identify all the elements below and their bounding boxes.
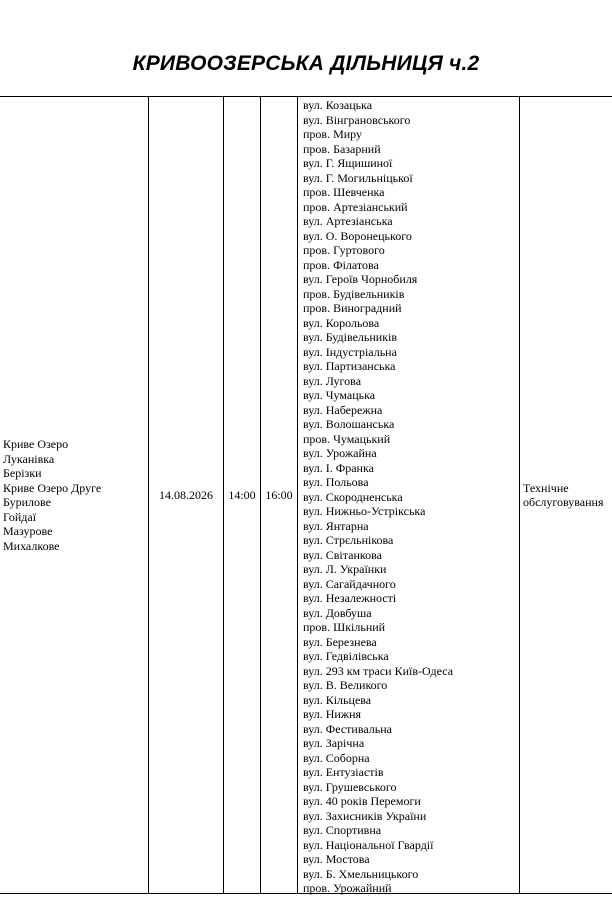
street-item: вул. Янтарна [303, 518, 369, 533]
date-cell [149, 97, 224, 893]
settlement-name: Криве Озеро Друге [3, 480, 102, 495]
street-item: вул. Сагайдачного [303, 576, 396, 591]
street-item: вул. Л. Українки [303, 562, 387, 576]
settlement-name: Мазурове [3, 524, 53, 538]
street-item: вул. Б. Хмельницького [303, 866, 419, 881]
street-item: пров. Артезіанський [303, 199, 408, 214]
street-item: пров. Гуртового [303, 243, 385, 257]
street-item: вул. Козацька [303, 98, 373, 112]
street-item: пров. Будівельників [303, 286, 405, 301]
street-item: вул. Героїв Чорнобиля [303, 272, 418, 286]
settlements-cell [0, 97, 149, 893]
street-item: вул. Артезіанська [303, 214, 393, 228]
street-item: вул. Г. Могильніцької [303, 170, 413, 185]
street-item: пров. Чумацький [303, 431, 391, 446]
street-item: вул. Березнева [303, 634, 377, 649]
street-item: пров. Базарний [303, 141, 381, 156]
street-item: вул. Фестивальна [303, 721, 392, 736]
outage-schedule-table [0, 96, 612, 894]
street-item: вул. Лугова [303, 373, 362, 388]
settlement-name: Криве Озеро [3, 437, 69, 451]
street-item: пров. Шкільний [303, 620, 386, 634]
street-item: вул. Кільцева [303, 692, 372, 707]
street-item: вул. Зарічна [303, 736, 365, 750]
street-item: вул. Г. Ящишиної [303, 156, 393, 170]
settlements-list [0, 97, 148, 893]
settlement-name: Берізки [3, 466, 42, 480]
street-item: вул. Індустріальна [303, 344, 397, 359]
street-item: вул. Мостова [303, 852, 370, 866]
street-item: вул. Корольова [303, 315, 380, 330]
street-item: вул. Чумацька [303, 388, 376, 402]
street-item: вул. Партизанська [303, 359, 396, 373]
street-item: вул. Національної Гвардії [303, 837, 434, 852]
street-item: вул. Грушевського [303, 779, 397, 794]
end-time-cell [261, 97, 298, 893]
street-item: пров. Виноградний [303, 301, 402, 315]
street-item: вул. Гедвілівська [303, 649, 389, 663]
street-item: вул. Вінграновського [303, 112, 411, 127]
street-item: вул. Спортивна [303, 823, 382, 837]
settlement-name: Луканівка [3, 451, 55, 466]
street-item: вул. Волошанська [303, 417, 395, 431]
start-time-cell [224, 97, 261, 893]
street-item: вул. 40 років Перемоги [303, 794, 421, 808]
street-item: вул. Стрєльнікова [303, 533, 394, 547]
street-item: вул. О. Воронецького [303, 228, 412, 243]
street-item: вул. Урожайна [303, 446, 377, 460]
reason-line: Технічне [523, 480, 569, 495]
settlement-name: Михалкове [3, 538, 60, 553]
reason-line: обслуговування [523, 495, 604, 509]
settlement-name: Бурилове [3, 495, 51, 509]
street-item: вул. Світанкова [303, 547, 382, 562]
street-item: вул. 293 км траси Київ-Одеса [303, 663, 454, 678]
reason-cell [520, 97, 612, 893]
street-item: вул. Захисників України [303, 808, 427, 823]
street-item: пров. Урожайний [303, 881, 392, 895]
outage-date: 14.08.2026 [159, 487, 213, 502]
street-item: вул. Польова [303, 475, 369, 489]
street-item: пров. Філатова [303, 257, 379, 272]
street-item: пров. Шевченка [303, 185, 385, 199]
streets-cell [298, 97, 520, 893]
street-item: вул. Незалежності [303, 591, 397, 605]
street-item: вул. В. Великого [303, 678, 388, 692]
start-time: 14:00 [228, 487, 256, 502]
street-item: вул. Довбуша [303, 605, 372, 620]
streets-list [303, 98, 453, 896]
page-title: КРИВООЗЕРСЬКА ДІЛЬНИЦЯ ч.2 [132, 52, 480, 75]
street-item: вул. Нижня [303, 707, 362, 721]
end-time: 16:00 [265, 487, 293, 502]
street-item: вул. Будівельників [303, 330, 398, 344]
outage-reason [520, 97, 612, 893]
street-item: вул. Ентузіастів [303, 765, 384, 779]
street-item: пров. Миру [303, 127, 363, 141]
settlement-name: Гойдаї [3, 509, 37, 524]
street-item: вул. Набережна [303, 402, 383, 417]
street-item: вул. Нижньо-Устрікська [303, 504, 426, 518]
street-item: вул. Скородненська [303, 489, 403, 504]
street-item: вул. І. Франка [303, 460, 374, 475]
street-item: вул. Соборна [303, 750, 370, 765]
